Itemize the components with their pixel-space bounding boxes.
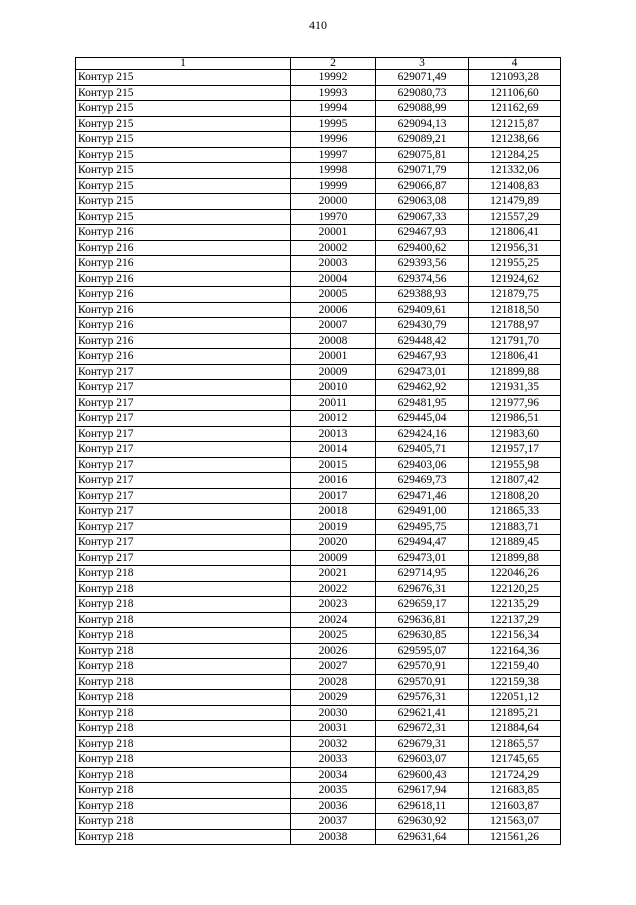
column-header-3: 3	[376, 58, 469, 70]
contour-name-cell: Контур 218	[76, 628, 291, 644]
contour-name-cell: Контур 215	[76, 116, 291, 132]
x-coordinate-cell: 629075,81	[376, 147, 469, 163]
y-coordinate-cell: 121332,06	[469, 163, 561, 179]
table-row	[76, 752, 561, 768]
point-number-cell: 20007	[291, 318, 376, 334]
table-row	[76, 395, 561, 411]
point-number-cell: 20001	[291, 349, 376, 365]
y-coordinate-cell: 121807,42	[469, 473, 561, 489]
x-coordinate-cell: 629576,31	[376, 690, 469, 706]
contour-name-cell: Контур 215	[76, 132, 291, 148]
y-coordinate-cell: 121955,25	[469, 256, 561, 272]
contour-name-cell: Контур 218	[76, 736, 291, 752]
point-number-cell: 20038	[291, 829, 376, 845]
table-row	[76, 256, 561, 272]
y-coordinate-cell: 121806,41	[469, 225, 561, 241]
point-number-cell: 20005	[291, 287, 376, 303]
contour-name-cell: Контур 215	[76, 85, 291, 101]
table-row	[76, 488, 561, 504]
contour-name-cell: Контур 218	[76, 783, 291, 799]
contour-name-cell: Контур 216	[76, 287, 291, 303]
x-coordinate-cell: 629089,21	[376, 132, 469, 148]
y-coordinate-cell: 121818,50	[469, 302, 561, 318]
x-coordinate-cell: 629621,41	[376, 705, 469, 721]
x-coordinate-cell: 629473,01	[376, 364, 469, 380]
x-coordinate-cell: 629618,11	[376, 798, 469, 814]
y-coordinate-cell: 121883,71	[469, 519, 561, 535]
contour-name-cell: Контур 218	[76, 597, 291, 613]
point-number-cell: 20021	[291, 566, 376, 582]
point-number-cell: 19998	[291, 163, 376, 179]
y-coordinate-cell: 121806,41	[469, 349, 561, 365]
point-number-cell: 19992	[291, 70, 376, 86]
table-row	[76, 101, 561, 117]
x-coordinate-cell: 629495,75	[376, 519, 469, 535]
x-coordinate-cell: 629405,71	[376, 442, 469, 458]
point-number-cell: 20025	[291, 628, 376, 644]
table-row	[76, 566, 561, 582]
x-coordinate-cell: 629473,01	[376, 550, 469, 566]
x-coordinate-cell: 629400,62	[376, 240, 469, 256]
contour-name-cell: Контур 215	[76, 209, 291, 225]
y-coordinate-cell: 121899,88	[469, 364, 561, 380]
table-row	[76, 147, 561, 163]
point-number-cell: 20004	[291, 271, 376, 287]
point-number-cell: 20037	[291, 814, 376, 830]
point-number-cell: 20026	[291, 643, 376, 659]
y-coordinate-cell: 121561,26	[469, 829, 561, 845]
x-coordinate-cell: 629094,13	[376, 116, 469, 132]
contour-name-cell: Контур 218	[76, 798, 291, 814]
point-number-cell: 19999	[291, 178, 376, 194]
point-number-cell: 20020	[291, 535, 376, 551]
y-coordinate-cell: 121865,57	[469, 736, 561, 752]
table-row	[76, 178, 561, 194]
point-number-cell: 20014	[291, 442, 376, 458]
table-row	[76, 442, 561, 458]
y-coordinate-cell: 121238,66	[469, 132, 561, 148]
table-row	[76, 690, 561, 706]
contour-name-cell: Контур 218	[76, 690, 291, 706]
table-row	[76, 457, 561, 473]
point-number-cell: 20016	[291, 473, 376, 489]
contour-name-cell: Контур 218	[76, 829, 291, 845]
table-row	[76, 612, 561, 628]
x-coordinate-cell: 629570,91	[376, 674, 469, 690]
table-row	[76, 767, 561, 783]
point-number-cell: 20022	[291, 581, 376, 597]
contour-name-cell: Контур 217	[76, 550, 291, 566]
y-coordinate-cell: 121957,17	[469, 442, 561, 458]
column-header-4: 4	[469, 58, 561, 70]
x-coordinate-cell: 629617,94	[376, 783, 469, 799]
x-coordinate-cell: 629374,56	[376, 271, 469, 287]
point-number-cell: 20003	[291, 256, 376, 272]
contour-name-cell: Контур 218	[76, 566, 291, 582]
contour-name-cell: Контур 216	[76, 271, 291, 287]
contour-name-cell: Контур 218	[76, 643, 291, 659]
x-coordinate-cell: 629066,87	[376, 178, 469, 194]
y-coordinate-cell: 121865,33	[469, 504, 561, 520]
contour-name-cell: Контур 218	[76, 767, 291, 783]
contour-name-cell: Контур 218	[76, 721, 291, 737]
table-row	[76, 721, 561, 737]
x-coordinate-cell: 629630,92	[376, 814, 469, 830]
point-number-cell: 20033	[291, 752, 376, 768]
x-coordinate-cell: 629409,61	[376, 302, 469, 318]
y-coordinate-cell: 121603,87	[469, 798, 561, 814]
x-coordinate-cell: 629471,46	[376, 488, 469, 504]
contour-name-cell: Контур 217	[76, 504, 291, 520]
y-coordinate-cell: 121724,29	[469, 767, 561, 783]
point-number-cell: 20009	[291, 364, 376, 380]
x-coordinate-cell: 629636,81	[376, 612, 469, 628]
x-coordinate-cell: 629679,31	[376, 736, 469, 752]
table-row	[76, 426, 561, 442]
point-number-cell: 19997	[291, 147, 376, 163]
y-coordinate-cell: 121788,97	[469, 318, 561, 334]
y-coordinate-cell: 121977,96	[469, 395, 561, 411]
table-row	[76, 240, 561, 256]
coordinates-table	[75, 57, 561, 845]
x-coordinate-cell: 629467,93	[376, 349, 469, 365]
table-row	[76, 581, 561, 597]
table-row	[76, 814, 561, 830]
table-row	[76, 643, 561, 659]
table-row	[76, 70, 561, 86]
y-coordinate-cell: 121284,25	[469, 147, 561, 163]
y-coordinate-cell: 121479,89	[469, 194, 561, 210]
x-coordinate-cell: 629595,07	[376, 643, 469, 659]
x-coordinate-cell: 629403,06	[376, 457, 469, 473]
table-row	[76, 659, 561, 675]
table-row	[76, 798, 561, 814]
contour-name-cell: Контур 217	[76, 426, 291, 442]
y-coordinate-cell: 121408,83	[469, 178, 561, 194]
contour-name-cell: Контур 215	[76, 163, 291, 179]
point-number-cell: 20027	[291, 659, 376, 675]
contour-name-cell: Контур 218	[76, 674, 291, 690]
table-row	[76, 194, 561, 210]
point-number-cell: 19994	[291, 101, 376, 117]
y-coordinate-cell: 121791,70	[469, 333, 561, 349]
table-row	[76, 736, 561, 752]
table-row	[76, 550, 561, 566]
contour-name-cell: Контур 218	[76, 814, 291, 830]
contour-name-cell: Контур 217	[76, 364, 291, 380]
table-row	[76, 504, 561, 520]
contour-name-cell: Контур 215	[76, 178, 291, 194]
header-row	[76, 58, 561, 70]
point-number-cell: 19970	[291, 209, 376, 225]
x-coordinate-cell: 629071,79	[376, 163, 469, 179]
contour-name-cell: Контур 217	[76, 380, 291, 396]
table-header	[76, 58, 561, 70]
table-row	[76, 473, 561, 489]
y-coordinate-cell: 122137,29	[469, 612, 561, 628]
y-coordinate-cell: 121557,29	[469, 209, 561, 225]
table-row	[76, 85, 561, 101]
point-number-cell: 20024	[291, 612, 376, 628]
y-coordinate-cell: 122156,34	[469, 628, 561, 644]
point-number-cell: 20011	[291, 395, 376, 411]
point-number-cell: 20015	[291, 457, 376, 473]
table-row	[76, 209, 561, 225]
contour-name-cell: Контур 216	[76, 333, 291, 349]
x-coordinate-cell: 629424,16	[376, 426, 469, 442]
point-number-cell: 20001	[291, 225, 376, 241]
x-coordinate-cell: 629088,99	[376, 101, 469, 117]
y-coordinate-cell: 121563,07	[469, 814, 561, 830]
table-row	[76, 271, 561, 287]
x-coordinate-cell: 629659,17	[376, 597, 469, 613]
contour-name-cell: Контур 216	[76, 240, 291, 256]
y-coordinate-cell: 121093,28	[469, 70, 561, 86]
table-row	[76, 411, 561, 427]
x-coordinate-cell: 629481,95	[376, 395, 469, 411]
table-row	[76, 535, 561, 551]
point-number-cell: 20023	[291, 597, 376, 613]
contour-name-cell: Контур 216	[76, 302, 291, 318]
point-number-cell: 20006	[291, 302, 376, 318]
table-row	[76, 225, 561, 241]
x-coordinate-cell: 629462,92	[376, 380, 469, 396]
x-coordinate-cell: 629672,31	[376, 721, 469, 737]
x-coordinate-cell: 629388,93	[376, 287, 469, 303]
x-coordinate-cell: 629080,73	[376, 85, 469, 101]
table-row	[76, 116, 561, 132]
x-coordinate-cell: 629603,07	[376, 752, 469, 768]
contour-name-cell: Контур 218	[76, 581, 291, 597]
y-coordinate-cell: 121808,20	[469, 488, 561, 504]
contour-name-cell: Контур 218	[76, 752, 291, 768]
contour-name-cell: Контур 217	[76, 535, 291, 551]
point-number-cell: 20018	[291, 504, 376, 520]
y-coordinate-cell: 122159,40	[469, 659, 561, 675]
table-row	[76, 364, 561, 380]
y-coordinate-cell: 121986,51	[469, 411, 561, 427]
contour-name-cell: Контур 215	[76, 194, 291, 210]
contour-name-cell: Контур 217	[76, 442, 291, 458]
column-header-1: 1	[76, 58, 291, 70]
contour-name-cell: Контур 218	[76, 705, 291, 721]
y-coordinate-cell: 121956,31	[469, 240, 561, 256]
y-coordinate-cell: 122120,25	[469, 581, 561, 597]
table-row	[76, 628, 561, 644]
table-row	[76, 318, 561, 334]
contour-name-cell: Контур 216	[76, 318, 291, 334]
y-coordinate-cell: 121889,45	[469, 535, 561, 551]
y-coordinate-cell: 121899,88	[469, 550, 561, 566]
point-number-cell: 20019	[291, 519, 376, 535]
contour-name-cell: Контур 216	[76, 256, 291, 272]
point-number-cell: 20008	[291, 333, 376, 349]
point-number-cell: 20031	[291, 721, 376, 737]
y-coordinate-cell: 121983,60	[469, 426, 561, 442]
x-coordinate-cell: 629714,95	[376, 566, 469, 582]
table-row	[76, 132, 561, 148]
table-row	[76, 163, 561, 179]
table-row	[76, 597, 561, 613]
table-row	[76, 287, 561, 303]
x-coordinate-cell: 629063,08	[376, 194, 469, 210]
y-coordinate-cell: 121884,64	[469, 721, 561, 737]
table-row	[76, 705, 561, 721]
x-coordinate-cell: 629469,73	[376, 473, 469, 489]
point-number-cell: 19993	[291, 85, 376, 101]
contour-name-cell: Контур 218	[76, 659, 291, 675]
point-number-cell: 20009	[291, 550, 376, 566]
contour-name-cell: Контур 217	[76, 488, 291, 504]
table-row	[76, 349, 561, 365]
y-coordinate-cell: 121879,75	[469, 287, 561, 303]
contour-name-cell: Контур 216	[76, 349, 291, 365]
x-coordinate-cell: 629067,33	[376, 209, 469, 225]
y-coordinate-cell: 122159,38	[469, 674, 561, 690]
contour-name-cell: Контур 217	[76, 411, 291, 427]
x-coordinate-cell: 629430,79	[376, 318, 469, 334]
x-coordinate-cell: 629570,91	[376, 659, 469, 675]
x-coordinate-cell: 629445,04	[376, 411, 469, 427]
x-coordinate-cell: 629491,00	[376, 504, 469, 520]
y-coordinate-cell: 121162,69	[469, 101, 561, 117]
contour-name-cell: Контур 217	[76, 457, 291, 473]
y-coordinate-cell: 121955,98	[469, 457, 561, 473]
x-coordinate-cell: 629630,85	[376, 628, 469, 644]
y-coordinate-cell: 121924,62	[469, 271, 561, 287]
point-number-cell: 20000	[291, 194, 376, 210]
contour-name-cell: Контур 216	[76, 225, 291, 241]
point-number-cell: 20013	[291, 426, 376, 442]
y-coordinate-cell: 121215,87	[469, 116, 561, 132]
x-coordinate-cell: 629393,56	[376, 256, 469, 272]
table-row	[76, 674, 561, 690]
contour-name-cell: Контур 215	[76, 147, 291, 163]
point-number-cell: 20036	[291, 798, 376, 814]
table-row	[76, 519, 561, 535]
point-number-cell: 20032	[291, 736, 376, 752]
point-number-cell: 19996	[291, 132, 376, 148]
table-row	[76, 302, 561, 318]
x-coordinate-cell: 629600,43	[376, 767, 469, 783]
table-body	[76, 70, 561, 845]
y-coordinate-cell: 122135,29	[469, 597, 561, 613]
point-number-cell: 20028	[291, 674, 376, 690]
point-number-cell: 20010	[291, 380, 376, 396]
x-coordinate-cell: 629631,64	[376, 829, 469, 845]
point-number-cell: 20002	[291, 240, 376, 256]
table-row	[76, 829, 561, 845]
contour-name-cell: Контур 217	[76, 473, 291, 489]
table-row	[76, 380, 561, 396]
x-coordinate-cell: 629071,49	[376, 70, 469, 86]
contour-name-cell: Контур 215	[76, 70, 291, 86]
point-number-cell: 20012	[291, 411, 376, 427]
y-coordinate-cell: 122051,12	[469, 690, 561, 706]
point-number-cell: 20035	[291, 783, 376, 799]
x-coordinate-cell: 629467,93	[376, 225, 469, 241]
x-coordinate-cell: 629494,47	[376, 535, 469, 551]
contour-name-cell: Контур 215	[76, 101, 291, 117]
point-number-cell: 20017	[291, 488, 376, 504]
x-coordinate-cell: 629676,31	[376, 581, 469, 597]
contour-name-cell: Контур 218	[76, 612, 291, 628]
x-coordinate-cell: 629448,42	[376, 333, 469, 349]
y-coordinate-cell: 122046,26	[469, 566, 561, 582]
table-row	[76, 783, 561, 799]
y-coordinate-cell: 121931,35	[469, 380, 561, 396]
y-coordinate-cell: 122164,36	[469, 643, 561, 659]
point-number-cell: 20029	[291, 690, 376, 706]
y-coordinate-cell: 121745,65	[469, 752, 561, 768]
point-number-cell: 20034	[291, 767, 376, 783]
contour-name-cell: Контур 217	[76, 519, 291, 535]
page-number: 410	[309, 18, 327, 32]
table-row	[76, 333, 561, 349]
y-coordinate-cell: 121106,60	[469, 85, 561, 101]
column-header-2: 2	[291, 58, 376, 70]
contour-name-cell: Контур 217	[76, 395, 291, 411]
y-coordinate-cell: 121895,21	[469, 705, 561, 721]
y-coordinate-cell: 121683,85	[469, 783, 561, 799]
point-number-cell: 20030	[291, 705, 376, 721]
point-number-cell: 19995	[291, 116, 376, 132]
